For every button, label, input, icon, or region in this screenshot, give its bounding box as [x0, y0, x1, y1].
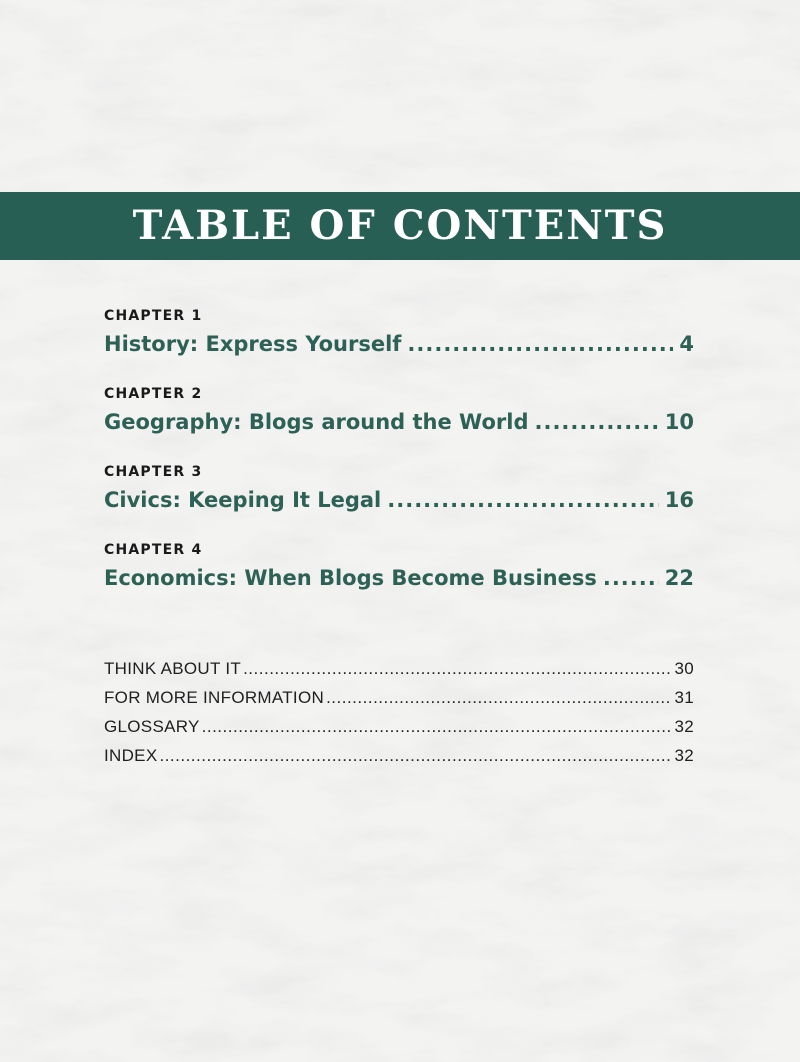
- page-title: TABLE OF CONTENTS: [132, 202, 668, 249]
- chapter-page-number: 16: [664, 488, 694, 512]
- chapter-entry-2[interactable]: [104, 384, 694, 440]
- back-matter-entry-glossary[interactable]: [104, 712, 694, 741]
- back-matter-page-number: 30: [674, 659, 694, 678]
- dot-leader: [387, 482, 659, 518]
- chapter-label: CHAPTER 3: [104, 464, 203, 480]
- chapter-page-number: 22: [664, 566, 694, 590]
- dot-leader: [603, 560, 659, 596]
- chapter-title: Geography: Blogs around the World: [104, 410, 529, 434]
- back-matter-entry-think-about-it[interactable]: [104, 654, 694, 683]
- dot-leader: [243, 654, 672, 683]
- chapter-line: [104, 326, 694, 362]
- title-banner: [0, 192, 800, 260]
- back-matter-title: GLOSSARY: [104, 717, 200, 736]
- chapter-label: CHAPTER 1: [104, 308, 203, 324]
- back-matter-title: FOR MORE INFORMATION: [104, 688, 325, 707]
- back-matter-entry-index[interactable]: [104, 741, 694, 770]
- chapter-entry-1[interactable]: [104, 306, 694, 362]
- chapter-label: CHAPTER 4: [104, 542, 203, 558]
- chapter-title: History: Express Yourself: [104, 332, 402, 356]
- back-matter-entry-for-more-information[interactable]: [104, 683, 694, 712]
- chapter-label: CHAPTER 2: [104, 386, 203, 402]
- back-matter-page-number: 31: [674, 688, 694, 707]
- chapter-title: Civics: Keeping It Legal: [104, 488, 382, 512]
- back-matter-page-number: 32: [674, 746, 694, 765]
- dot-leader: [326, 683, 672, 712]
- chapter-page-number: 4: [679, 332, 694, 356]
- chapter-entry-3[interactable]: [104, 462, 694, 518]
- chapter-list: [104, 306, 694, 618]
- dot-leader: [407, 326, 673, 362]
- chapter-line: [104, 560, 694, 596]
- back-matter-list: [104, 654, 694, 770]
- chapter-page-number: 10: [664, 410, 694, 434]
- chapter-line: [104, 482, 694, 518]
- chapter-entry-4[interactable]: [104, 540, 694, 596]
- dot-leader: [159, 741, 672, 770]
- back-matter-title: INDEX: [104, 746, 158, 765]
- chapter-title: Economics: When Blogs Become Business: [104, 566, 597, 590]
- dot-leader: [535, 404, 659, 440]
- back-matter-title: THINK ABOUT IT: [104, 659, 242, 678]
- dot-leader: [202, 712, 673, 741]
- back-matter-page-number: 32: [674, 717, 694, 736]
- chapter-line: [104, 404, 694, 440]
